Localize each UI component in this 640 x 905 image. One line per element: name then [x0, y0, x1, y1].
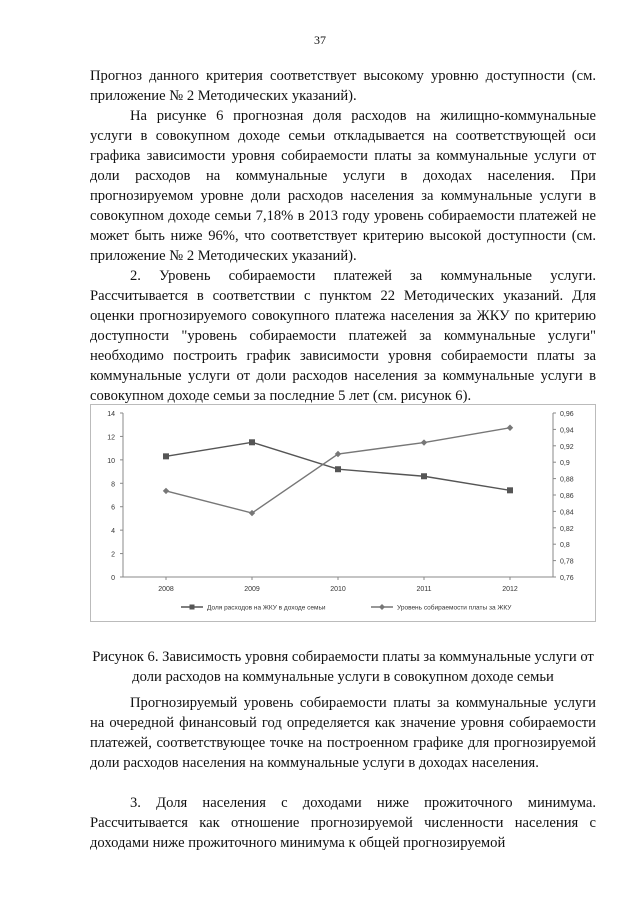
- right-tick-label: 0,96: [560, 411, 574, 418]
- data-point-square: [249, 439, 255, 445]
- x-tick-label: 2010: [330, 586, 346, 593]
- line-chart: [91, 405, 595, 621]
- data-point-square: [163, 453, 169, 459]
- left-tick-label: 14: [107, 411, 115, 418]
- left-tick-label: 10: [107, 457, 115, 465]
- left-tick-label: 2: [111, 551, 115, 559]
- right-tick-label: 0,9: [560, 460, 570, 468]
- data-point-diamond: [507, 425, 513, 431]
- data-point-square: [335, 466, 341, 472]
- left-tick-label: 0: [111, 575, 115, 582]
- left-tick-label: 4: [111, 528, 115, 536]
- legend-label-1: Доля расходов на ЖКУ в доходе семьи: [207, 604, 326, 612]
- page-number: 37: [314, 33, 326, 47]
- right-tick-label: 0,88: [560, 476, 574, 484]
- right-tick-label: 0,76: [560, 575, 574, 582]
- paragraph-forecast-level: Прогнозируемый уровень собираемости платы за коммунальные услуги на очередной финансовый год определяется как значение уровня собираемости платежей, соответствующее точке на построенном графике для прогнозируемой доли расходов населения на коммунальные услуги в доходах населения.: [90, 695, 596, 771]
- paragraph-intro: Прогноз данного критерия соответствует высокому уровню доступности (см. приложение № 2 Методических указаний).: [90, 68, 596, 104]
- left-tick-label: 6: [111, 504, 115, 512]
- data-point-square: [507, 487, 513, 493]
- right-tick-label: 0,8: [560, 542, 570, 550]
- chart-container: [90, 404, 596, 622]
- x-tick-label: 2011: [416, 586, 432, 593]
- x-tick-label: 2008: [158, 586, 174, 593]
- legend-label-2: Уровень собираемости платы за ЖКУ: [397, 604, 512, 612]
- right-tick-label: 0,78: [560, 558, 574, 566]
- paragraph-population-share: 3. Доля населения с доходами ниже прожиточного минимума. Рассчитывается как отношение прогнозируемой численности населения с доходами ниже прожиточного минимума к общей прогнозируемой: [90, 795, 596, 851]
- x-tick-label: 2012: [502, 586, 518, 593]
- data-point-diamond: [163, 488, 169, 494]
- right-tick-label: 0,86: [560, 493, 574, 500]
- paragraph-figure-description: На рисунке 6 прогнозная доля расходов на жилищно-коммунальные услуги в совокупном доходе семьи откладывается на соответствующей оси графика зависимости уровня собираемости платы за коммунальные услуги от доли расходов на коммунальные услуги в доходах населения. При прогнозируемом уровне доли расходов населения за коммунальные услуги в совокупном доходе семьи 7,18% в 2013 году уровень собираемости платежей не может быть ниже 96%, что соответствует критерию высокой доступности (см. приложение № 2 Методических указаний).: [90, 108, 596, 264]
- right-tick-label: 0,94: [560, 427, 574, 435]
- figure-caption: Рисунок 6. Зависимость уровня собираемости платы за коммунальные услуги от доли расходов на коммунальные услуги в совокупном доходе семьи: [92, 649, 594, 685]
- x-tick-label: 2009: [244, 586, 260, 593]
- data-point-square: [421, 473, 427, 479]
- left-tick-label: 12: [107, 434, 115, 442]
- left-tick-label: 8: [111, 481, 115, 489]
- right-tick-label: 0,84: [560, 509, 574, 517]
- legend-marker-square: [190, 605, 195, 610]
- data-point-diamond: [421, 439, 427, 445]
- right-tick-label: 0,82: [560, 525, 574, 533]
- right-tick-label: 0,92: [560, 443, 574, 451]
- paragraph-collection-level: 2. Уровень собираемости платежей за коммунальные услуги. Рассчитывается в соответствии с пунктом 22 Методических указаний. Для оценки прогнозируемого совокупного платежа населения за ЖКУ по критерию доступности "уровень собираемости платежей за коммунальные услуги" необходимо построить график зависимости уровня собираемости платы за коммунальные услуги от доли расходов населения за коммунальные услуги в совокупном доходе семьи за последние 5 лет (см. рисунок 6).: [90, 268, 596, 404]
- legend-marker-diamond: [379, 604, 385, 610]
